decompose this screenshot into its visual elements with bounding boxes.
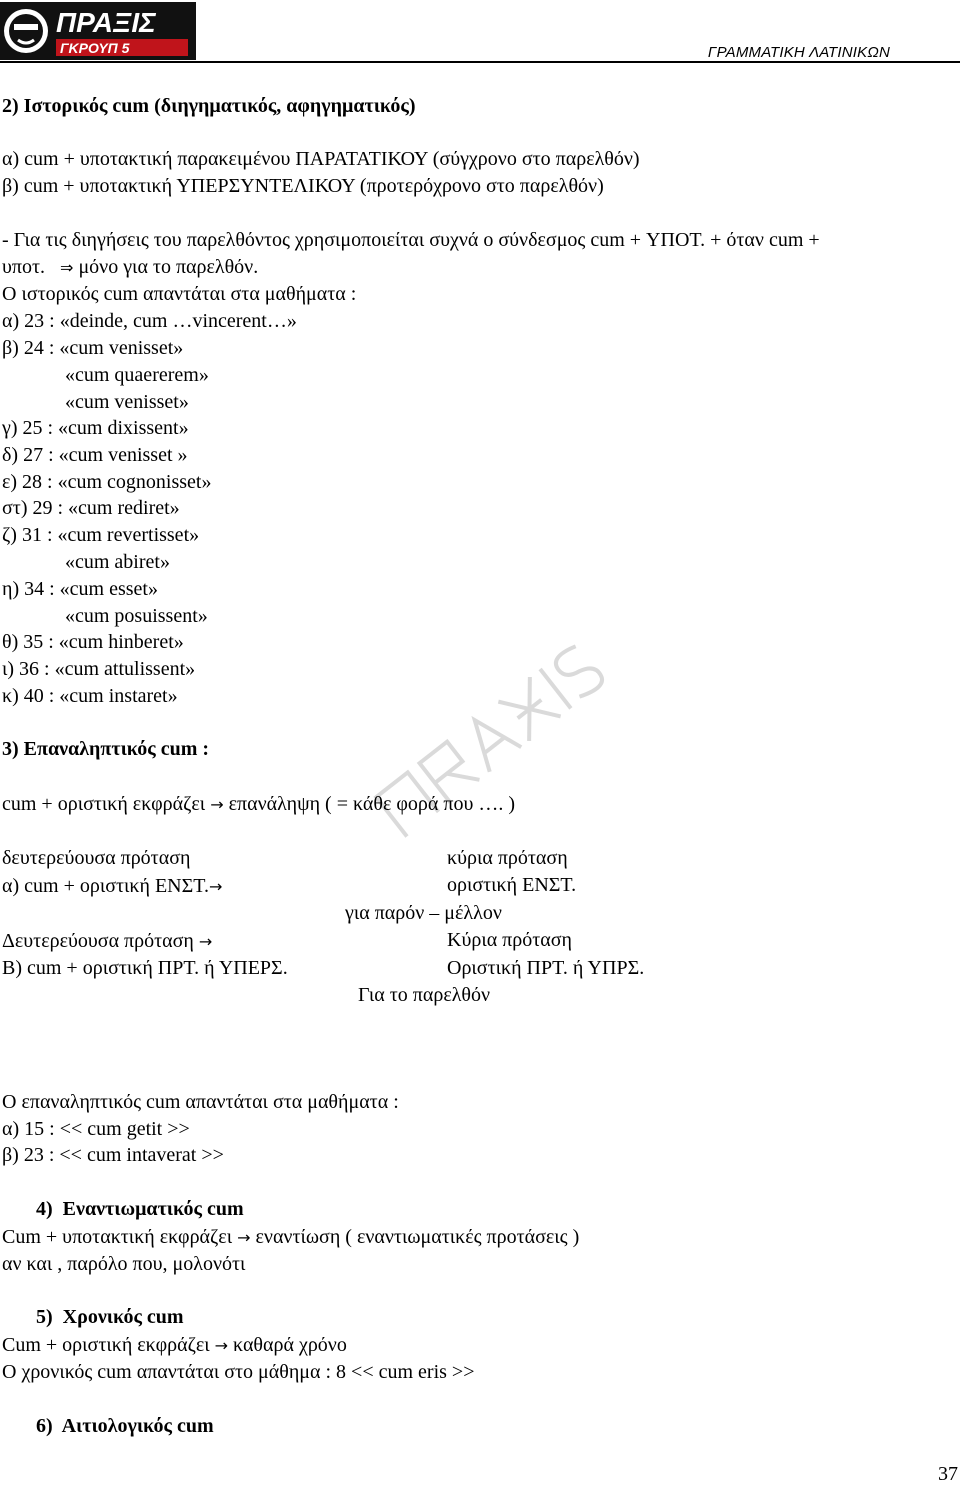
occurrence-item: ι) 36 : «cum attulissent» (2, 658, 196, 680)
occurrence-item: α) 23 : «deinde, cum …vincerent…» (2, 310, 297, 332)
section-3-heading: 3) Επαναληπτικός cum : (2, 738, 210, 760)
section-2-line-a: α) cum + υποτακτική παρακειμένου ΠΑΡΑΤΑΤΙΚΟΥ (σύγχρονο στο παρελθόν) (2, 148, 640, 170)
section-3-definition (2, 791, 515, 818)
time-reference: για παρόν – μέλλον (345, 902, 502, 924)
section-2-heading: 2) Ιστορικός cum (διηγηματικός, αφηγηματικός) (2, 95, 416, 117)
main-clause-form: Οριστική ΠΡΤ. ή ΥΠΡΣ. (447, 957, 645, 979)
occurrence-item: β) 24 : «cum venisset» (2, 337, 184, 359)
section-5-definition (2, 1332, 347, 1359)
section-2-occurs-intro: Ο ιστορικός cum απαντάται στα μαθήματα : (2, 283, 357, 305)
section-title: Εναντιωματικός cum (62, 1198, 244, 1220)
main-clause-form: οριστική ΕΝΣΤ. (447, 874, 577, 896)
subordinate-clause-label: δευτερεύουσα πρόταση (2, 847, 191, 869)
occurrence-item: στ) 29 : «cum rediret» (2, 497, 180, 519)
section-4-definition (2, 1224, 579, 1251)
occurrence-item: «cum abiret» (65, 551, 170, 573)
definition-text: cum + οριστική εκφράζει (2, 793, 206, 815)
occurrence-item: η) 34 : «cum esset» (2, 578, 158, 600)
occurrence-item: δ) 27 : «cum venisset » (2, 444, 188, 466)
right-arrow-icon: → (208, 877, 223, 896)
definition-meaning: επανάληψη ( = κάθε φορά που …. ) (228, 793, 516, 815)
occurrence-item: θ) 35 : «cum hinberet» (2, 631, 184, 653)
occurrence-item: β) 23 : << cum intaverat >> (2, 1144, 224, 1166)
clause-text: Δευτερεύουσα πρόταση (2, 930, 194, 952)
occurrence-item: γ) 25 : «cum dixissent» (2, 417, 189, 439)
right-arrow-icon: → (198, 932, 213, 951)
form-text: α) cum + οριστική ΕΝΣΤ. (2, 875, 209, 897)
occurrence-item: «cum venisset» (65, 391, 189, 413)
header-divider (0, 61, 960, 63)
occurrence-item: κ) 40 : «cum instaret» (2, 685, 178, 707)
time-reference: Για το παρελθόν (358, 984, 491, 1006)
occurrence-item: «cum quaererem» (65, 364, 209, 386)
definition-text: Cum + υποτακτική εκφράζει (2, 1226, 233, 1248)
subordinate-clause-label (2, 928, 212, 955)
right-arrow-icon: → (214, 1336, 229, 1355)
logo-wordmark: ΠΡΑΞΙΣ (56, 7, 156, 38)
occurrence-item: «cum posuissent» (65, 605, 208, 627)
definition-text: Cum + οριστική εκφράζει (2, 1334, 210, 1356)
section-number: 5) (36, 1306, 53, 1328)
section-title: Χρονικός cum (62, 1306, 184, 1328)
note-text: μόνο για το παρελθόν. (78, 256, 259, 278)
section-2-line-b: β) cum + υποτακτική ΥΠΕΡΣΥΝΤΕΛΙΚΟΥ (προτερόχρονο στο παρελθόν) (2, 175, 604, 197)
section-number: 6) (36, 1415, 53, 1437)
subordinate-clause-form: Β) cum + οριστική ΠΡΤ. ή ΥΠΕΡΣ. (2, 957, 288, 979)
section-4-meanings: αν και , παρόλο που, μολονότι (2, 1253, 246, 1275)
praxis-group-logo (0, 0, 196, 62)
page-number: 37 (938, 1463, 958, 1485)
subordinate-clause-form (2, 873, 222, 900)
right-arrow-icon: → (210, 795, 224, 814)
section-3-occurs-intro: Ο επαναληπτικός cum απαντάται στα μαθήματα : (2, 1091, 399, 1113)
section-5-heading (36, 1304, 184, 1330)
occurrence-item: ζ) 31 : «cum revertisset» (2, 524, 200, 546)
double-right-arrow-icon: ⇒ (60, 258, 74, 277)
logo-subtitle: ΓΚΡΟΥΠ 5 (60, 40, 130, 56)
definition-meaning: εναντίωση ( εναντιωματικές προτάσεις ) (255, 1226, 580, 1248)
section-2-note: - Για τις διηγήσεις του παρελθόντος χρησιμοποιείται συχνά ο σύνδεσμος cum + ΥΠΟΤ. + όταν cum + (2, 229, 820, 251)
occurrence-item: α) 15 : << cum getit >> (2, 1118, 190, 1140)
main-clause-label: Κύρια πρόταση (447, 929, 573, 951)
document-title: ΓΡΑΜΜΑΤΙΚΗ ΛΑΤΙΝΙΚΩΝ (707, 44, 890, 61)
note-abbrev: υποτ. (2, 256, 46, 278)
occurrence-item: ε) 28 : «cum cognonisset» (2, 471, 212, 493)
definition-meaning: καθαρά χρόνο (233, 1334, 347, 1356)
section-6-heading (36, 1413, 214, 1439)
section-number: 4) (36, 1198, 53, 1220)
section-title: Αιτιολογικός cum (61, 1415, 214, 1437)
section-5-occurrence: Ο χρονικός cum απαντάται στο μάθημα : 8 << cum eris >> (2, 1361, 475, 1383)
main-clause-label: κύρια πρόταση (447, 847, 568, 869)
section-2-note-cont (2, 254, 258, 281)
right-arrow-icon: → (237, 1228, 251, 1247)
section-4-heading (36, 1196, 244, 1222)
